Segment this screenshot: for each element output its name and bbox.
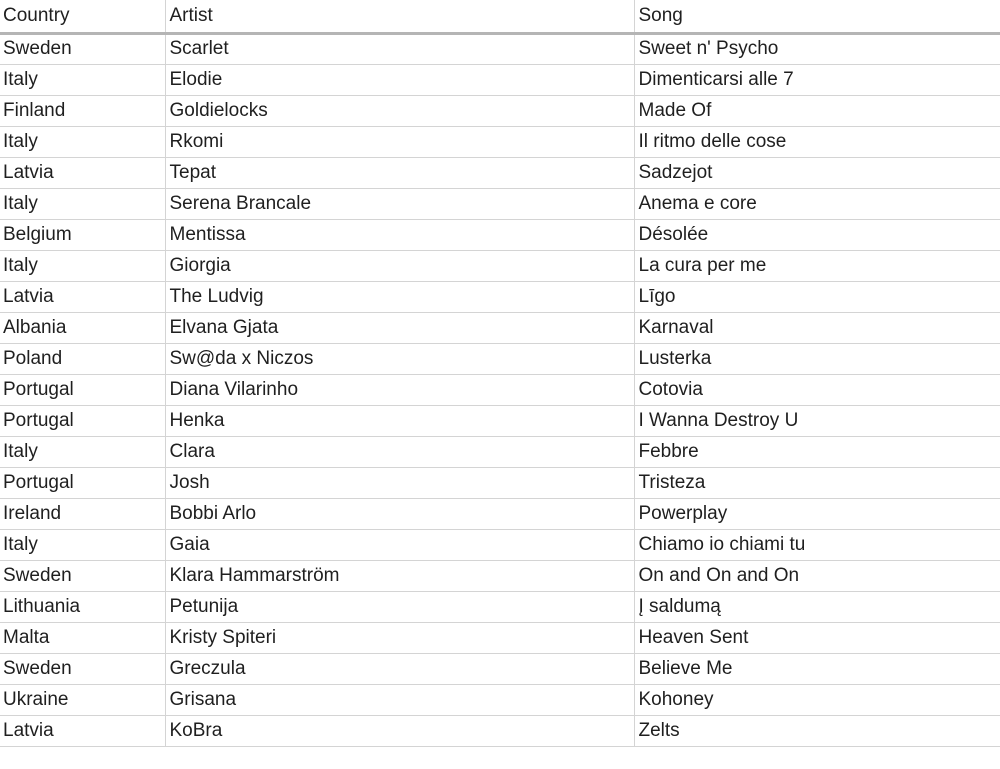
cell-artist[interactable]: Grisana xyxy=(165,684,634,715)
cell-artist[interactable]: Petunija xyxy=(165,591,634,622)
cell-artist[interactable]: Gaia xyxy=(165,529,634,560)
cell-artist[interactable]: Diana Vilarinho xyxy=(165,374,634,405)
cell-artist[interactable]: Goldielocks xyxy=(165,95,634,126)
table-row xyxy=(0,467,1000,498)
cell-country[interactable]: Belgium xyxy=(0,219,165,250)
table-row xyxy=(0,374,1000,405)
cell-artist[interactable]: Henka xyxy=(165,405,634,436)
cell-artist[interactable]: Kristy Spiteri xyxy=(165,622,634,653)
cell-country[interactable]: Italy xyxy=(0,436,165,467)
cell-song[interactable]: Anema e core xyxy=(634,188,1000,219)
table-row xyxy=(0,33,1000,64)
header-artist[interactable]: Artist xyxy=(165,0,634,33)
cell-song[interactable]: Į saldumą xyxy=(634,591,1000,622)
cell-country[interactable]: Latvia xyxy=(0,281,165,312)
cell-artist[interactable]: Rkomi xyxy=(165,126,634,157)
table-row xyxy=(0,95,1000,126)
cell-song[interactable]: Sadzejot xyxy=(634,157,1000,188)
cell-country[interactable]: Italy xyxy=(0,64,165,95)
cell-country[interactable]: Latvia xyxy=(0,157,165,188)
table-row xyxy=(0,405,1000,436)
cell-song[interactable]: Līgo xyxy=(634,281,1000,312)
cell-artist[interactable]: KoBra xyxy=(165,715,634,746)
cell-artist[interactable]: Mentissa xyxy=(165,219,634,250)
table-row xyxy=(0,219,1000,250)
cell-artist[interactable]: Sw@da x Niczos xyxy=(165,343,634,374)
cell-country[interactable]: Portugal xyxy=(0,374,165,405)
cell-song[interactable]: Tristeza xyxy=(634,467,1000,498)
cell-artist[interactable]: Clara xyxy=(165,436,634,467)
cell-song[interactable]: Made Of xyxy=(634,95,1000,126)
cell-artist[interactable]: Elodie xyxy=(165,64,634,95)
header-row xyxy=(0,0,1000,33)
cell-artist[interactable]: Tepat xyxy=(165,157,634,188)
cell-song[interactable]: Dimenticarsi alle 7 xyxy=(634,64,1000,95)
table-row xyxy=(0,653,1000,684)
cell-country[interactable]: Italy xyxy=(0,126,165,157)
cell-song[interactable]: Febbre xyxy=(634,436,1000,467)
table-row xyxy=(0,684,1000,715)
cell-song[interactable]: Cotovia xyxy=(634,374,1000,405)
table-row xyxy=(0,498,1000,529)
cell-song[interactable]: Sweet n' Psycho xyxy=(634,33,1000,64)
cell-artist[interactable]: Klara Hammarström xyxy=(165,560,634,591)
table-row xyxy=(0,312,1000,343)
cell-country[interactable]: Ireland xyxy=(0,498,165,529)
cell-country[interactable]: Lithuania xyxy=(0,591,165,622)
cell-country[interactable]: Poland xyxy=(0,343,165,374)
table-row xyxy=(0,715,1000,746)
cell-country[interactable]: Portugal xyxy=(0,467,165,498)
cell-song[interactable]: Believe Me xyxy=(634,653,1000,684)
cell-artist[interactable]: Greczula xyxy=(165,653,634,684)
cell-song[interactable]: Karnaval xyxy=(634,312,1000,343)
table-header xyxy=(0,0,1000,33)
table-row xyxy=(0,560,1000,591)
cell-song[interactable]: Il ritmo delle cose xyxy=(634,126,1000,157)
cell-song[interactable]: Lusterka xyxy=(634,343,1000,374)
cell-song[interactable]: Désolée xyxy=(634,219,1000,250)
cell-song[interactable]: Zelts xyxy=(634,715,1000,746)
cell-country[interactable]: Sweden xyxy=(0,33,165,64)
cell-country[interactable]: Ukraine xyxy=(0,684,165,715)
cell-country[interactable]: Finland xyxy=(0,95,165,126)
cell-artist[interactable]: Scarlet xyxy=(165,33,634,64)
cell-country[interactable]: Sweden xyxy=(0,653,165,684)
cell-country[interactable]: Italy xyxy=(0,188,165,219)
cell-song[interactable]: I Wanna Destroy U xyxy=(634,405,1000,436)
table-body xyxy=(0,33,1000,746)
table-row xyxy=(0,281,1000,312)
cell-country[interactable]: Albania xyxy=(0,312,165,343)
cell-country[interactable]: Latvia xyxy=(0,715,165,746)
table-row xyxy=(0,64,1000,95)
table-row xyxy=(0,622,1000,653)
table-row xyxy=(0,343,1000,374)
cell-song[interactable]: La cura per me xyxy=(634,250,1000,281)
table-row xyxy=(0,188,1000,219)
cell-artist[interactable]: Serena Brancale xyxy=(165,188,634,219)
cell-artist[interactable]: Elvana Gjata xyxy=(165,312,634,343)
table-row xyxy=(0,591,1000,622)
cell-artist[interactable]: Bobbi Arlo xyxy=(165,498,634,529)
cell-artist[interactable]: The Ludvig xyxy=(165,281,634,312)
cell-country[interactable]: Malta xyxy=(0,622,165,653)
cell-song[interactable]: Chiamo io chiami tu xyxy=(634,529,1000,560)
cell-country[interactable]: Italy xyxy=(0,529,165,560)
cell-country[interactable]: Portugal xyxy=(0,405,165,436)
cell-artist[interactable]: Josh xyxy=(165,467,634,498)
header-song[interactable]: Song xyxy=(634,0,1000,33)
table-row xyxy=(0,126,1000,157)
header-country[interactable]: Country xyxy=(0,0,165,33)
table-row xyxy=(0,436,1000,467)
cell-country[interactable]: Italy xyxy=(0,250,165,281)
table-row xyxy=(0,250,1000,281)
cell-song[interactable]: Heaven Sent xyxy=(634,622,1000,653)
cell-country[interactable]: Sweden xyxy=(0,560,165,591)
cell-artist[interactable]: Giorgia xyxy=(165,250,634,281)
cell-song[interactable]: Powerplay xyxy=(634,498,1000,529)
cell-song[interactable]: On and On and On xyxy=(634,560,1000,591)
table-row xyxy=(0,157,1000,188)
table-row xyxy=(0,529,1000,560)
cell-song[interactable]: Kohoney xyxy=(634,684,1000,715)
